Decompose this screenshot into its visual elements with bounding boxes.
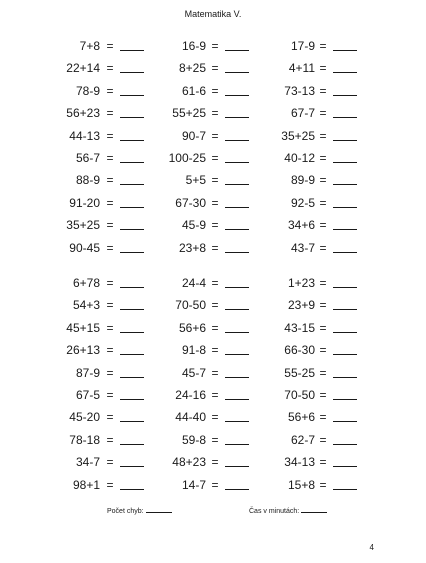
exercise-expression: 56+6 bbox=[178, 320, 206, 335]
time-minutes-blank[interactable] bbox=[301, 505, 327, 513]
answer-field[interactable] bbox=[120, 297, 144, 319]
exercise-expression: 23+9 bbox=[287, 298, 315, 313]
answer-field[interactable] bbox=[225, 477, 249, 499]
answer-field[interactable] bbox=[333, 172, 357, 194]
equals-sign: = bbox=[106, 477, 114, 492]
equals-sign: = bbox=[211, 410, 219, 425]
exercise-expression: 16-9 bbox=[181, 39, 206, 53]
exercise-expression: 22+14 bbox=[66, 61, 100, 76]
answer-blank[interactable] bbox=[225, 128, 249, 141]
answer-blank[interactable] bbox=[120, 83, 144, 96]
answer-field[interactable] bbox=[120, 195, 144, 217]
answer-blank[interactable] bbox=[225, 342, 249, 355]
exercise-row bbox=[0, 217, 426, 239]
exercise-row bbox=[0, 454, 426, 476]
answer-blank[interactable] bbox=[225, 365, 249, 378]
answer-field[interactable] bbox=[333, 432, 357, 454]
answer-blank[interactable] bbox=[333, 128, 357, 141]
answer-blank[interactable] bbox=[225, 60, 249, 73]
exercise-expression: 67-7 bbox=[290, 106, 315, 121]
answer-blank[interactable] bbox=[225, 38, 249, 51]
answer-field[interactable] bbox=[333, 342, 357, 364]
equals-sign: = bbox=[211, 387, 219, 402]
answer-blank[interactable] bbox=[225, 409, 249, 422]
exercise-expression: 100-25 bbox=[168, 150, 206, 165]
exercise-row bbox=[0, 172, 426, 194]
answer-blank[interactable] bbox=[225, 275, 249, 288]
answer-blank[interactable] bbox=[225, 432, 249, 445]
equals-sign: = bbox=[106, 276, 114, 290]
equals-sign: = bbox=[211, 173, 219, 188]
answer-field[interactable] bbox=[225, 172, 249, 194]
answer-field[interactable] bbox=[225, 454, 249, 476]
exercise-expression: 56-7 bbox=[75, 150, 100, 165]
exercise-expression: 70-50 bbox=[284, 387, 315, 402]
exercise-expression: 23+8 bbox=[178, 240, 206, 255]
answer-blank[interactable] bbox=[120, 105, 144, 118]
exercise-expression: 45-9 bbox=[181, 218, 206, 233]
equals-sign: = bbox=[319, 128, 327, 143]
equals-sign: = bbox=[211, 218, 219, 233]
answer-blank[interactable] bbox=[120, 172, 144, 185]
exercise-expression: 6+78 bbox=[72, 276, 100, 290]
answer-field[interactable] bbox=[333, 128, 357, 150]
answer-blank[interactable] bbox=[333, 454, 357, 467]
equals-sign: = bbox=[106, 320, 114, 335]
equals-sign: = bbox=[106, 455, 114, 470]
equals-sign: = bbox=[211, 432, 219, 447]
equals-sign: = bbox=[211, 320, 219, 335]
equals-sign: = bbox=[106, 218, 114, 233]
exercise-expression: 56+6 bbox=[287, 410, 315, 425]
exercise-row bbox=[0, 150, 426, 172]
answer-blank[interactable] bbox=[120, 38, 144, 51]
exercise-expression: 48+23 bbox=[172, 455, 206, 470]
equals-sign: = bbox=[319, 298, 327, 313]
equals-sign: = bbox=[211, 106, 219, 121]
answer-blank[interactable] bbox=[225, 240, 249, 253]
equals-sign: = bbox=[106, 106, 114, 121]
exercise-expression: 24-16 bbox=[175, 387, 206, 402]
exercise-expression: 66-30 bbox=[284, 343, 315, 358]
errors-count-blank[interactable] bbox=[146, 505, 172, 513]
equals-sign: = bbox=[106, 343, 114, 358]
answer-blank[interactable] bbox=[225, 150, 249, 163]
equals-sign: = bbox=[106, 61, 114, 76]
answer-field[interactable] bbox=[120, 432, 144, 454]
answer-field[interactable] bbox=[225, 128, 249, 150]
equals-sign: = bbox=[319, 320, 327, 335]
equals-sign: = bbox=[106, 83, 114, 98]
answer-blank[interactable] bbox=[120, 342, 144, 355]
exercise-row bbox=[0, 342, 426, 364]
answer-blank[interactable] bbox=[333, 83, 357, 96]
exercise-expression: 35+25 bbox=[281, 128, 315, 143]
answer-field[interactable] bbox=[120, 105, 144, 127]
exercise-expression: 70-50 bbox=[175, 298, 206, 313]
equals-sign: = bbox=[106, 365, 114, 380]
equals-sign: = bbox=[319, 173, 327, 188]
equals-sign: = bbox=[319, 240, 327, 255]
exercise-row bbox=[0, 297, 426, 319]
exercise-row bbox=[0, 60, 426, 82]
equals-sign: = bbox=[319, 343, 327, 358]
answer-blank[interactable] bbox=[120, 387, 144, 400]
answer-blank[interactable] bbox=[333, 297, 357, 310]
answer-field[interactable] bbox=[333, 365, 357, 387]
answer-blank[interactable] bbox=[225, 172, 249, 185]
answer-blank[interactable] bbox=[225, 320, 249, 333]
answer-field[interactable] bbox=[120, 128, 144, 150]
exercise-expression: 26+13 bbox=[66, 343, 100, 358]
exercise-expression: 45-20 bbox=[69, 410, 100, 425]
answer-field[interactable] bbox=[333, 477, 357, 499]
answer-field[interactable] bbox=[120, 342, 144, 364]
answer-blank[interactable] bbox=[333, 105, 357, 118]
equals-sign: = bbox=[211, 39, 219, 53]
equals-sign: = bbox=[319, 477, 327, 492]
exercise-row bbox=[0, 409, 426, 431]
equals-sign: = bbox=[319, 83, 327, 98]
exercise-row bbox=[0, 477, 426, 499]
exercise-expression: 92-5 bbox=[290, 195, 315, 210]
exercise-expression: 4+11 bbox=[288, 61, 315, 76]
answer-field[interactable] bbox=[225, 409, 249, 431]
equals-sign: = bbox=[319, 61, 327, 76]
answer-field[interactable] bbox=[120, 409, 144, 431]
answer-field[interactable] bbox=[333, 217, 357, 239]
exercise-expression: 34-13 bbox=[284, 455, 315, 470]
exercise-expression: 67-30 bbox=[175, 195, 206, 210]
answer-blank[interactable] bbox=[333, 320, 357, 333]
answer-field[interactable] bbox=[225, 320, 249, 342]
answer-field[interactable] bbox=[225, 38, 249, 60]
exercise-expression: 43-15 bbox=[284, 320, 315, 335]
answer-field[interactable] bbox=[333, 409, 357, 431]
equals-sign: = bbox=[319, 150, 327, 165]
answer-field[interactable] bbox=[333, 454, 357, 476]
answer-field[interactable] bbox=[120, 477, 144, 499]
answer-field[interactable] bbox=[225, 275, 249, 297]
equals-sign: = bbox=[211, 477, 219, 492]
page-title: Matematika V. bbox=[184, 9, 242, 19]
answer-blank[interactable] bbox=[120, 240, 144, 253]
answer-blank[interactable] bbox=[333, 342, 357, 355]
equals-sign: = bbox=[319, 39, 327, 53]
exercise-expression: 59-8 bbox=[181, 432, 206, 447]
exercise-expression: 78-9 bbox=[75, 83, 100, 98]
answer-field[interactable] bbox=[333, 105, 357, 127]
answer-field[interactable] bbox=[225, 217, 249, 239]
exercise-expression: 7+8 bbox=[79, 39, 100, 53]
exercise-row bbox=[0, 387, 426, 409]
exercise-expression: 43-7 bbox=[290, 240, 315, 255]
exercise-expression: 55-25 bbox=[284, 365, 315, 380]
equals-sign: = bbox=[319, 432, 327, 447]
exercise-expression: 91-8 bbox=[181, 343, 206, 358]
answer-blank[interactable] bbox=[120, 150, 144, 163]
answer-field[interactable] bbox=[225, 83, 249, 105]
equals-sign: = bbox=[106, 240, 114, 255]
answer-blank[interactable] bbox=[120, 275, 144, 288]
answer-blank[interactable] bbox=[120, 128, 144, 141]
answer-blank[interactable] bbox=[333, 387, 357, 400]
equals-sign: = bbox=[106, 410, 114, 425]
equals-sign: = bbox=[106, 150, 114, 165]
exercise-expression: 34+6 bbox=[287, 218, 315, 233]
equals-sign: = bbox=[319, 387, 327, 402]
equals-sign: = bbox=[211, 455, 219, 470]
exercise-expression: 40-12 bbox=[284, 150, 315, 165]
errors-count-label: Počet chyb: bbox=[107, 508, 144, 515]
exercise-expression: 45+15 bbox=[66, 320, 100, 335]
answer-blank[interactable] bbox=[333, 365, 357, 378]
equals-sign: = bbox=[106, 39, 114, 53]
exercise-expression: 45-7 bbox=[181, 365, 206, 380]
equals-sign: = bbox=[319, 455, 327, 470]
equals-sign: = bbox=[211, 240, 219, 255]
exercise-expression: 55+25 bbox=[172, 106, 206, 121]
time-minutes-field[interactable] bbox=[249, 505, 327, 515]
answer-field[interactable] bbox=[333, 83, 357, 105]
equals-sign: = bbox=[211, 365, 219, 380]
equals-sign: = bbox=[106, 298, 114, 313]
exercise-expression: 73-13 bbox=[284, 83, 315, 98]
answer-blank[interactable] bbox=[225, 454, 249, 467]
answer-field[interactable] bbox=[333, 60, 357, 82]
exercise-row bbox=[0, 195, 426, 217]
answer-blank[interactable] bbox=[333, 195, 357, 208]
equals-sign: = bbox=[106, 128, 114, 143]
exercise-expression: 1+23 bbox=[287, 276, 315, 290]
equals-sign: = bbox=[211, 195, 219, 210]
equals-sign: = bbox=[319, 218, 327, 233]
answer-field[interactable] bbox=[120, 387, 144, 409]
answer-blank[interactable] bbox=[120, 409, 144, 422]
exercise-row bbox=[0, 83, 426, 105]
answer-field[interactable] bbox=[333, 297, 357, 319]
equals-sign: = bbox=[106, 195, 114, 210]
page-number: 4 bbox=[369, 543, 374, 552]
exercise-expression: 54+3 bbox=[72, 298, 100, 313]
exercise-expression: 15+8 bbox=[287, 477, 315, 492]
exercise-expression: 35+25 bbox=[66, 218, 100, 233]
answer-field[interactable] bbox=[225, 297, 249, 319]
answer-field[interactable] bbox=[333, 38, 357, 60]
equals-sign: = bbox=[106, 173, 114, 188]
answer-blank[interactable] bbox=[333, 240, 357, 253]
answer-blank[interactable] bbox=[120, 195, 144, 208]
answer-blank[interactable] bbox=[225, 195, 249, 208]
answer-field[interactable] bbox=[120, 454, 144, 476]
answer-blank[interactable] bbox=[333, 60, 357, 73]
exercise-expression: 44-13 bbox=[69, 128, 100, 143]
exercise-row bbox=[0, 240, 426, 262]
exercise-row bbox=[0, 128, 426, 150]
answer-field[interactable] bbox=[333, 240, 357, 262]
answer-field[interactable] bbox=[225, 105, 249, 127]
answer-blank[interactable] bbox=[333, 217, 357, 230]
answer-field[interactable] bbox=[333, 275, 357, 297]
equals-sign: = bbox=[319, 106, 327, 121]
answer-blank[interactable] bbox=[120, 217, 144, 230]
exercise-expression: 67-5 bbox=[75, 387, 100, 402]
exercise-expression: 8+25 bbox=[178, 61, 206, 76]
answer-blank[interactable] bbox=[333, 432, 357, 445]
answer-field[interactable] bbox=[120, 320, 144, 342]
exercise-expression: 17-9 bbox=[290, 39, 315, 53]
answer-blank[interactable] bbox=[225, 387, 249, 400]
exercise-row bbox=[0, 38, 426, 60]
answer-blank[interactable] bbox=[120, 60, 144, 73]
errors-count-field[interactable] bbox=[107, 505, 172, 515]
answer-blank[interactable] bbox=[120, 432, 144, 445]
exercise-expression: 91-20 bbox=[69, 195, 100, 210]
exercise-expression: 24-4 bbox=[181, 276, 206, 290]
exercise-row bbox=[0, 275, 426, 297]
answer-field[interactable] bbox=[120, 172, 144, 194]
answer-field[interactable] bbox=[333, 195, 357, 217]
exercise-row bbox=[0, 105, 426, 127]
answer-blank[interactable] bbox=[120, 454, 144, 467]
answer-blank[interactable] bbox=[333, 38, 357, 51]
exercise-expression: 90-7 bbox=[181, 128, 206, 143]
answer-field[interactable] bbox=[333, 387, 357, 409]
answer-field[interactable] bbox=[225, 387, 249, 409]
answer-blank[interactable] bbox=[120, 477, 144, 490]
answer-field[interactable] bbox=[333, 150, 357, 172]
answer-field[interactable] bbox=[120, 275, 144, 297]
answer-field[interactable] bbox=[120, 240, 144, 262]
answer-blank[interactable] bbox=[333, 275, 357, 288]
equals-sign: = bbox=[106, 432, 114, 447]
exercise-row bbox=[0, 432, 426, 454]
exercise-expression: 62-7 bbox=[290, 432, 315, 447]
exercise-expression: 61-6 bbox=[181, 83, 206, 98]
answer-blank[interactable] bbox=[225, 217, 249, 230]
answer-field[interactable] bbox=[225, 432, 249, 454]
exercise-expression: 90-45 bbox=[69, 240, 100, 255]
exercise-expression: 5+5 bbox=[185, 173, 206, 188]
answer-field[interactable] bbox=[120, 150, 144, 172]
equals-sign: = bbox=[211, 150, 219, 165]
exercise-expression: 34-7 bbox=[75, 455, 100, 470]
answer-blank[interactable] bbox=[120, 365, 144, 378]
equals-sign: = bbox=[211, 61, 219, 76]
answer-field[interactable] bbox=[120, 217, 144, 239]
equals-sign: = bbox=[319, 410, 327, 425]
answer-field[interactable] bbox=[225, 365, 249, 387]
equals-sign: = bbox=[319, 195, 327, 210]
equals-sign: = bbox=[211, 128, 219, 143]
equals-sign: = bbox=[211, 343, 219, 358]
exercise-expression: 56+23 bbox=[66, 106, 100, 121]
answer-blank[interactable] bbox=[333, 150, 357, 163]
answer-blank[interactable] bbox=[333, 172, 357, 185]
exercise-expression: 14-7 bbox=[181, 477, 206, 492]
answer-blank[interactable] bbox=[225, 105, 249, 118]
answer-field[interactable] bbox=[225, 150, 249, 172]
exercise-expression: 98+1 bbox=[72, 477, 100, 492]
answer-field[interactable] bbox=[333, 320, 357, 342]
equals-sign: = bbox=[211, 276, 219, 290]
answer-field[interactable] bbox=[120, 365, 144, 387]
time-minutes-label: Čas v minutách: bbox=[249, 508, 300, 515]
equals-sign: = bbox=[211, 83, 219, 98]
equals-sign: = bbox=[319, 365, 327, 380]
answer-blank[interactable] bbox=[333, 477, 357, 490]
answer-blank[interactable] bbox=[333, 409, 357, 422]
answer-field[interactable] bbox=[225, 240, 249, 262]
answer-blank[interactable] bbox=[225, 477, 249, 490]
exercise-expression: 89-9 bbox=[290, 173, 315, 188]
answer-field[interactable] bbox=[120, 38, 144, 60]
exercise-expression: 78-18 bbox=[69, 432, 100, 447]
exercise-block-2 bbox=[0, 275, 426, 499]
exercise-expression: 88-9 bbox=[75, 173, 100, 188]
exercise-row bbox=[0, 320, 426, 342]
exercise-expression: 44-40 bbox=[175, 410, 206, 425]
answer-field[interactable] bbox=[225, 342, 249, 364]
answer-field[interactable] bbox=[120, 60, 144, 82]
answer-blank[interactable] bbox=[225, 297, 249, 310]
exercise-block-1 bbox=[0, 38, 426, 262]
answer-blank[interactable] bbox=[120, 320, 144, 333]
equals-sign: = bbox=[106, 387, 114, 402]
exercise-row bbox=[0, 365, 426, 387]
answer-blank[interactable] bbox=[120, 297, 144, 310]
answer-field[interactable] bbox=[225, 195, 249, 217]
equals-sign: = bbox=[211, 298, 219, 313]
answer-field[interactable] bbox=[225, 60, 249, 82]
equals-sign: = bbox=[319, 276, 327, 290]
answer-blank[interactable] bbox=[225, 83, 249, 96]
exercise-expression: 87-9 bbox=[75, 365, 100, 380]
answer-field[interactable] bbox=[120, 83, 144, 105]
